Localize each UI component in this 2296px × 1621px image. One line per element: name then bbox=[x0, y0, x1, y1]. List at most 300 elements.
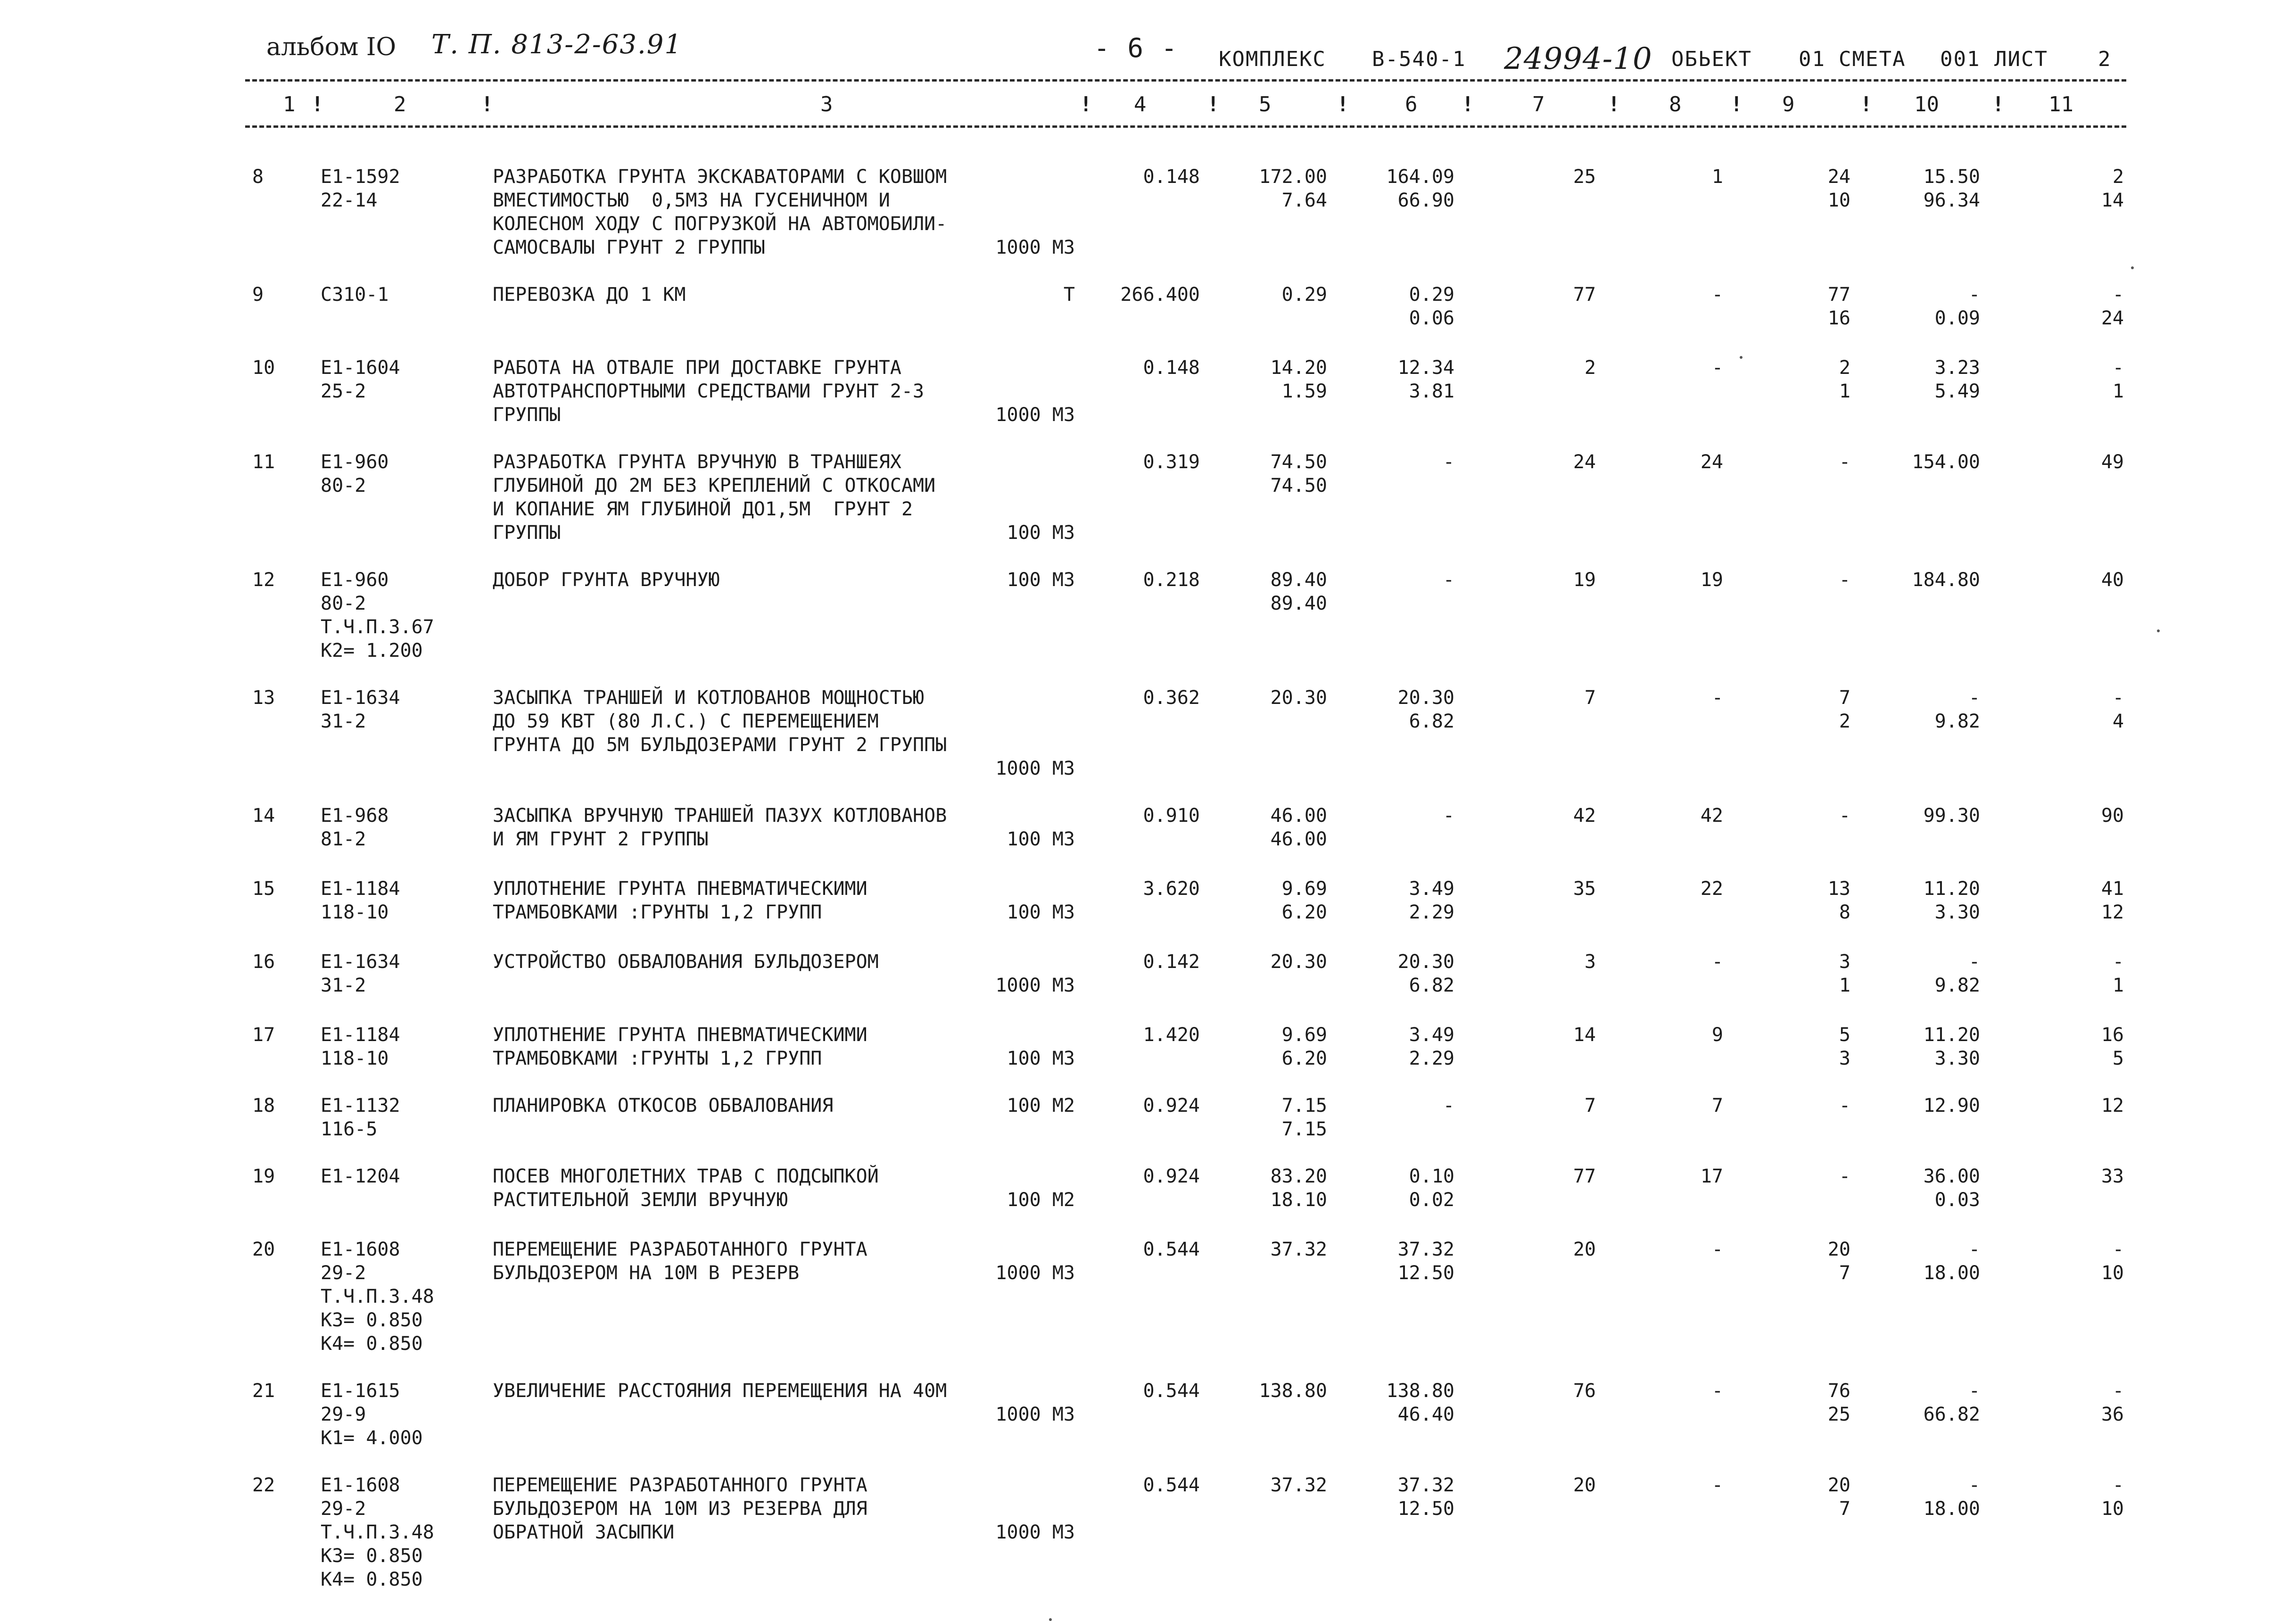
work-description: БУЛЬДОЗЕРОМ НА 10М В РЕЗЕРВ bbox=[493, 1262, 800, 1284]
cost-c7: 20 bbox=[1573, 1474, 1596, 1496]
cost-c5: 37.32 bbox=[1270, 1239, 1327, 1260]
cost-c6: 138.80 bbox=[1386, 1380, 1454, 1402]
cost-c6: 46.40 bbox=[1397, 1404, 1454, 1425]
column-number: 5 bbox=[1259, 92, 1272, 116]
rate-code: Е1-960 bbox=[321, 451, 389, 473]
rate-code: Е1-1184 bbox=[321, 1024, 400, 1046]
rate-code: 29-2 bbox=[321, 1498, 366, 1520]
unit-of-measure: 100 М3 bbox=[1007, 1048, 1075, 1069]
rate-code: 22-14 bbox=[321, 190, 378, 211]
cost-c6: 0.29 bbox=[1409, 284, 1454, 306]
rate-code: 118-10 bbox=[321, 1048, 389, 1069]
cost-c7: 2 bbox=[1584, 357, 1596, 379]
cost-c9: 1 bbox=[1839, 380, 1850, 402]
unit-of-measure: 1000 М3 bbox=[995, 404, 1075, 426]
quantity: 0.544 bbox=[1143, 1239, 1200, 1260]
column-separator: ! bbox=[1860, 92, 1873, 116]
rate-code: Е1-1608 bbox=[321, 1474, 400, 1496]
cost-c9: - bbox=[1839, 1166, 1850, 1187]
cost-c6: 37.32 bbox=[1397, 1474, 1454, 1496]
cost-c8: - bbox=[1711, 951, 1723, 973]
complex-code: В-540-1 bbox=[1372, 47, 1466, 71]
cost-c8: 22 bbox=[1700, 878, 1723, 900]
cost-c5: 7.15 bbox=[1281, 1118, 1327, 1140]
rate-code: 80-2 bbox=[321, 593, 366, 614]
cost-c11: 90 bbox=[2101, 805, 2124, 827]
cost-c11: - bbox=[2112, 951, 2124, 973]
work-description: И ЯМ ГРУНТ 2 ГРУППЫ bbox=[493, 828, 709, 850]
cost-c5: 18.10 bbox=[1270, 1189, 1327, 1211]
quantity: 0.544 bbox=[1143, 1380, 1200, 1402]
cost-c9: 3 bbox=[1839, 1048, 1850, 1069]
cost-c10: 3.30 bbox=[1934, 1048, 1980, 1069]
cost-c6: - bbox=[1443, 451, 1454, 473]
cost-c6: - bbox=[1443, 1095, 1454, 1117]
work-description: КОЛЕСНОМ ХОДУ С ПОГРУЗКОЙ НА АВТОМОБИЛИ- bbox=[493, 213, 947, 235]
cost-c10: 66.82 bbox=[1923, 1404, 1980, 1425]
cost-c10: - bbox=[1968, 687, 1980, 709]
column-number: 3 bbox=[820, 92, 833, 116]
row-number: 11 bbox=[252, 451, 275, 473]
work-description: УВЕЛИЧЕНИЕ РАССТОЯНИЯ ПЕРЕМЕЩЕНИЯ НА 40М bbox=[493, 1380, 947, 1402]
work-description: ПЕРЕМЕЩЕНИЕ РАЗРАБОТАННОГО ГРУНТА bbox=[493, 1239, 867, 1260]
cost-c6: 20.30 bbox=[1397, 687, 1454, 709]
work-description: ЗАСЫПКА ТРАНШЕЙ И КОТЛОВАНОВ МОЩНОСТЬЮ bbox=[493, 687, 925, 709]
cost-c9: 1 bbox=[1839, 975, 1850, 996]
cost-c10: 12.90 bbox=[1923, 1095, 1980, 1117]
cost-c7: 25 bbox=[1573, 166, 1596, 188]
cost-c9: 16 bbox=[1827, 307, 1850, 329]
cost-c10: - bbox=[1968, 1474, 1980, 1496]
work-description: РАЗРАБОТКА ГРУНТА ЭКСКАВАТОРАМИ С КОВШОМ bbox=[493, 166, 947, 188]
row-number: 12 bbox=[252, 569, 275, 591]
cost-c10: 11.20 bbox=[1923, 1024, 1980, 1046]
quantity: 0.142 bbox=[1143, 951, 1200, 973]
cost-c11: 10 bbox=[2101, 1262, 2124, 1284]
cost-c11: 4 bbox=[2112, 711, 2124, 732]
rate-code: 31-2 bbox=[321, 975, 366, 996]
cost-c9: 20 bbox=[1827, 1474, 1850, 1496]
unit-of-measure: 100 М2 bbox=[1007, 1095, 1075, 1117]
cost-c5: 138.80 bbox=[1259, 1380, 1327, 1402]
unit-of-measure: 100 М3 bbox=[1007, 522, 1075, 544]
rate-code: Е1-1592 bbox=[321, 166, 400, 188]
cost-c8: - bbox=[1711, 1474, 1723, 1496]
cost-c10: 99.30 bbox=[1923, 805, 1980, 827]
cost-c8: 9 bbox=[1711, 1024, 1723, 1046]
estimate-label: СМЕТА bbox=[1839, 47, 1906, 71]
unit-of-measure: 100 М3 bbox=[1007, 901, 1075, 923]
cost-c8: - bbox=[1711, 1239, 1723, 1260]
cost-c9: 7 bbox=[1839, 1498, 1850, 1520]
work-description: ЗАСЫПКА ВРУЧНУЮ ТРАНШЕЙ ПАЗУХ КОТЛОВАНОВ bbox=[493, 805, 947, 827]
column-number: 7 bbox=[1532, 92, 1545, 116]
unit-of-measure: 1000 М3 bbox=[995, 758, 1075, 779]
column-separator: ! bbox=[1207, 92, 1220, 116]
quantity: 1.420 bbox=[1143, 1024, 1200, 1046]
album-label: альбом IO bbox=[266, 33, 396, 61]
cost-c10: 96.34 bbox=[1923, 190, 1980, 211]
work-description: ТРАМБОВКАМИ :ГРУНТЫ 1,2 ГРУПП bbox=[493, 901, 822, 923]
cost-c7: 3 bbox=[1584, 951, 1596, 973]
unit-of-measure: Т bbox=[1063, 284, 1075, 306]
cost-c10: - bbox=[1968, 1239, 1980, 1260]
quantity: 0.218 bbox=[1143, 569, 1200, 591]
cost-c9: 7 bbox=[1839, 687, 1850, 709]
header-rule-top bbox=[245, 79, 2126, 82]
column-number: 8 bbox=[1669, 92, 1682, 116]
cost-c7: 76 bbox=[1573, 1380, 1596, 1402]
cost-c10: 9.82 bbox=[1934, 975, 1980, 996]
cost-c7: 77 bbox=[1573, 284, 1596, 306]
cost-c8: - bbox=[1711, 357, 1723, 379]
cost-c9: 3 bbox=[1839, 951, 1850, 973]
cost-c6: 0.10 bbox=[1409, 1166, 1454, 1187]
cost-c11: 10 bbox=[2101, 1498, 2124, 1520]
unit-of-measure: 100 М3 bbox=[1007, 828, 1075, 850]
cost-c8: - bbox=[1711, 1380, 1723, 1402]
work-description: УПЛОТНЕНИЕ ГРУНТА ПНЕВМАТИЧЕСКИМИ bbox=[493, 1024, 867, 1046]
rate-code: К3= 0.850 bbox=[321, 1545, 423, 1567]
scan-speck bbox=[2131, 266, 2134, 269]
column-number: 1 bbox=[283, 92, 296, 116]
cost-c6: 3.49 bbox=[1409, 878, 1454, 900]
quantity: 0.924 bbox=[1143, 1095, 1200, 1117]
cost-c5: 14.20 bbox=[1270, 357, 1327, 379]
cost-c8: - bbox=[1711, 687, 1723, 709]
cost-c8: 24 bbox=[1700, 451, 1723, 473]
rate-code: 31-2 bbox=[321, 711, 366, 732]
cost-c10: 3.30 bbox=[1934, 901, 1980, 923]
cost-c6: 2.29 bbox=[1409, 901, 1454, 923]
estimate-number: 001 bbox=[1940, 47, 1981, 71]
scan-speck bbox=[1049, 1618, 1052, 1621]
cost-c8: 19 bbox=[1700, 569, 1723, 591]
cost-c6: 3.49 bbox=[1409, 1024, 1454, 1046]
column-number: 2 bbox=[394, 92, 406, 116]
quantity: 0.910 bbox=[1143, 805, 1200, 827]
rate-code: 81-2 bbox=[321, 828, 366, 850]
cost-c10: - bbox=[1968, 1380, 1980, 1402]
cost-c10: 11.20 bbox=[1923, 878, 1980, 900]
work-description: ГРУППЫ bbox=[493, 404, 561, 426]
row-number: 8 bbox=[252, 166, 264, 188]
rate-code: Е1-968 bbox=[321, 805, 389, 827]
cost-c6: 2.29 bbox=[1409, 1048, 1454, 1069]
cost-c7: 19 bbox=[1573, 569, 1596, 591]
quantity: 266.400 bbox=[1120, 284, 1200, 306]
scan-speck bbox=[2157, 629, 2160, 632]
rate-code: 118-10 bbox=[321, 901, 389, 923]
row-number: 19 bbox=[252, 1166, 275, 1187]
cost-c6: 0.02 bbox=[1409, 1189, 1454, 1211]
sheet-label: ЛИСТ bbox=[1994, 47, 2048, 71]
cost-c11: - bbox=[2112, 1380, 2124, 1402]
cost-c9: 2 bbox=[1839, 357, 1850, 379]
work-description: АВТОТРАНСПОРТНЫМИ СРЕДСТВАМИ ГРУНТ 2-3 bbox=[493, 380, 925, 402]
work-description: ГРУППЫ bbox=[493, 522, 561, 544]
cost-c5: 46.00 bbox=[1270, 828, 1327, 850]
rate-code: К2= 1.200 bbox=[321, 640, 423, 662]
work-description: РАБОТА НА ОТВАЛЕ ПРИ ДОСТАВКЕ ГРУНТА bbox=[493, 357, 901, 379]
rate-code: К4= 0.850 bbox=[321, 1569, 423, 1590]
column-number: 11 bbox=[2048, 92, 2073, 116]
cost-c11: 12 bbox=[2101, 901, 2124, 923]
cost-c11: 16 bbox=[2101, 1024, 2124, 1046]
cost-c11: 33 bbox=[2101, 1166, 2124, 1187]
cost-c9: 8 bbox=[1839, 901, 1850, 923]
work-description: ВМЕСТИМОСТЬЮ 0,5М3 НА ГУСЕНИЧНОМ И bbox=[493, 190, 890, 211]
quantity: 3.620 bbox=[1143, 878, 1200, 900]
unit-of-measure: 100 М2 bbox=[1007, 1189, 1075, 1211]
column-number: 10 bbox=[1914, 92, 1939, 116]
quantity: 0.544 bbox=[1143, 1474, 1200, 1496]
rate-code: Т.Ч.П.3.48 bbox=[321, 1522, 434, 1543]
unit-of-measure: 100 М3 bbox=[1007, 569, 1075, 591]
cost-c9: 20 bbox=[1827, 1239, 1850, 1260]
cost-c11: 49 bbox=[2101, 451, 2124, 473]
rate-code: 116-5 bbox=[321, 1118, 378, 1140]
row-number: 18 bbox=[252, 1095, 275, 1117]
cost-c5: 6.20 bbox=[1281, 1048, 1327, 1069]
cost-c11: - bbox=[2112, 1239, 2124, 1260]
row-number: 16 bbox=[252, 951, 275, 973]
column-number: 9 bbox=[1782, 92, 1795, 116]
typical-project-number: Т. П. 813-2-63.91 bbox=[431, 29, 683, 60]
quantity: 0.148 bbox=[1143, 166, 1200, 188]
scan-speck bbox=[1740, 356, 1743, 359]
cost-c5: 74.50 bbox=[1270, 475, 1327, 496]
cost-c5: 83.20 bbox=[1270, 1166, 1327, 1187]
cost-c6: 12.34 bbox=[1397, 357, 1454, 379]
cost-c11: - bbox=[2112, 357, 2124, 379]
row-number: 13 bbox=[252, 687, 275, 709]
rate-code: Е1-1634 bbox=[321, 687, 400, 709]
rate-code: Т.Ч.П.3.67 bbox=[321, 616, 434, 638]
cost-c6: 20.30 bbox=[1397, 951, 1454, 973]
cost-c7: 14 bbox=[1573, 1024, 1596, 1046]
work-description: ОБРАТНОЙ ЗАСЫПКИ bbox=[493, 1522, 675, 1543]
quantity: 0.362 bbox=[1143, 687, 1200, 709]
cost-c10: 15.50 bbox=[1923, 166, 1980, 188]
cost-c5: 172.00 bbox=[1259, 166, 1327, 188]
cost-c10: - bbox=[1968, 284, 1980, 306]
work-description: ГРУНТА ДО 5М БУЛЬДОЗЕРАМИ ГРУНТ 2 ГРУППЫ bbox=[493, 734, 947, 756]
cost-c5: 9.69 bbox=[1281, 878, 1327, 900]
cost-c8: 17 bbox=[1700, 1166, 1723, 1187]
rate-code: Е1-1608 bbox=[321, 1239, 400, 1260]
work-description: ДОБОР ГРУНТА ВРУЧНУЮ bbox=[493, 569, 720, 591]
row-number: 17 bbox=[252, 1024, 275, 1046]
unit-of-measure: 1000 М3 bbox=[995, 1522, 1075, 1543]
cost-c5: 0.29 bbox=[1281, 284, 1327, 306]
cost-c9: - bbox=[1839, 1095, 1850, 1117]
rate-code: 29-2 bbox=[321, 1262, 366, 1284]
cost-c5: 20.30 bbox=[1270, 951, 1327, 973]
cost-c5: 7.15 bbox=[1281, 1095, 1327, 1117]
cost-c9: 25 bbox=[1827, 1404, 1850, 1425]
cost-c9: - bbox=[1839, 569, 1850, 591]
row-number: 15 bbox=[252, 878, 275, 900]
quantity: 0.148 bbox=[1143, 357, 1200, 379]
column-separator: ! bbox=[1337, 92, 1349, 116]
row-number: 22 bbox=[252, 1474, 275, 1496]
rate-code: К4= 0.850 bbox=[321, 1333, 423, 1355]
cost-c10: 0.09 bbox=[1934, 307, 1980, 329]
cost-c7: 7 bbox=[1584, 1095, 1596, 1117]
column-separator: ! bbox=[1730, 92, 1743, 116]
cost-c5: 7.64 bbox=[1281, 190, 1327, 211]
sheet-number: 2 bbox=[2098, 47, 2112, 71]
cost-c9: 76 bbox=[1827, 1380, 1850, 1402]
cost-c11: - bbox=[2112, 1474, 2124, 1496]
cost-c10: 3.23 bbox=[1934, 357, 1980, 379]
cost-c8: - bbox=[1711, 284, 1723, 306]
work-description: И КОПАНИЕ ЯМ ГЛУБИНОЙ ДО1,5М ГРУНТ 2 bbox=[493, 498, 913, 520]
quantity: 0.924 bbox=[1143, 1166, 1200, 1187]
cost-c10: 9.82 bbox=[1934, 711, 1980, 732]
header-rule-bottom bbox=[245, 125, 2126, 128]
row-number: 21 bbox=[252, 1380, 275, 1402]
work-description: БУЛЬДОЗЕРОМ НА 10М ИЗ РЕЗЕРВА ДЛЯ bbox=[493, 1498, 867, 1520]
unit-of-measure: 1000 М3 bbox=[995, 237, 1075, 258]
unit-of-measure: 1000 М3 bbox=[995, 975, 1075, 996]
cost-c6: 37.32 bbox=[1397, 1239, 1454, 1260]
cost-c11: 40 bbox=[2101, 569, 2124, 591]
cost-c5: 74.50 bbox=[1270, 451, 1327, 473]
work-description: ПЕРЕМЕЩЕНИЕ РАЗРАБОТАННОГО ГРУНТА bbox=[493, 1474, 867, 1496]
cost-c11: 2 bbox=[2112, 166, 2124, 188]
cost-c8: 42 bbox=[1700, 805, 1723, 827]
cost-c7: 24 bbox=[1573, 451, 1596, 473]
rate-code: Е1-960 bbox=[321, 569, 389, 591]
work-description: САМОСВАЛЫ ГРУНТ 2 ГРУППЫ bbox=[493, 237, 765, 258]
cost-c5: 89.40 bbox=[1270, 593, 1327, 614]
column-separator: ! bbox=[1080, 92, 1092, 116]
cost-c6: 12.50 bbox=[1397, 1498, 1454, 1520]
cost-c10: 36.00 bbox=[1923, 1166, 1980, 1187]
cost-c8: 1 bbox=[1711, 166, 1723, 188]
row-number: 20 bbox=[252, 1239, 275, 1260]
cost-c6: - bbox=[1443, 569, 1454, 591]
work-description: РАСТИТЕЛЬНОЙ ЗЕМЛИ ВРУЧНУЮ bbox=[493, 1189, 788, 1211]
cost-c7: 77 bbox=[1573, 1166, 1596, 1187]
cost-c5: 6.20 bbox=[1281, 901, 1327, 923]
cost-c10: 0.03 bbox=[1934, 1189, 1980, 1211]
unit-of-measure: 1000 М3 bbox=[995, 1404, 1075, 1425]
cost-c6: 164.09 bbox=[1386, 166, 1454, 188]
work-description: ТРАМБОВКАМИ :ГРУНТЫ 1,2 ГРУПП bbox=[493, 1048, 822, 1069]
cost-c9: 13 bbox=[1827, 878, 1850, 900]
cost-c5: 37.32 bbox=[1270, 1474, 1327, 1496]
cost-c11: 1 bbox=[2112, 380, 2124, 402]
cost-c9: 77 bbox=[1827, 284, 1850, 306]
column-separator: ! bbox=[1462, 92, 1474, 116]
cost-c10: 5.49 bbox=[1934, 380, 1980, 402]
column-separator: ! bbox=[1992, 92, 2005, 116]
cost-c9: 5 bbox=[1839, 1024, 1850, 1046]
cost-c8: 7 bbox=[1711, 1095, 1723, 1117]
cost-c7: 7 bbox=[1584, 687, 1596, 709]
object-number: 01 bbox=[1799, 47, 1825, 71]
cost-c6: 66.90 bbox=[1397, 190, 1454, 211]
cost-c9: - bbox=[1839, 451, 1850, 473]
cost-c9: 10 bbox=[1827, 190, 1850, 211]
cost-c11: 41 bbox=[2101, 878, 2124, 900]
cost-c9: 24 bbox=[1827, 166, 1850, 188]
cost-c5: 9.69 bbox=[1281, 1024, 1327, 1046]
rate-code: 29-9 bbox=[321, 1404, 366, 1425]
column-separator: ! bbox=[1608, 92, 1620, 116]
work-description: РАЗРАБОТКА ГРУНТА ВРУЧНУЮ В ТРАНШЕЯХ bbox=[493, 451, 901, 473]
cost-c5: 46.00 bbox=[1270, 805, 1327, 827]
cost-c9: 7 bbox=[1839, 1262, 1850, 1284]
cost-c9: 2 bbox=[1839, 711, 1850, 732]
work-description: ПОСЕВ МНОГОЛЕТНИХ ТРАВ С ПОДСЫПКОЙ bbox=[493, 1166, 879, 1187]
cost-c10: - bbox=[1968, 951, 1980, 973]
cost-c10: 184.80 bbox=[1912, 569, 1980, 591]
cost-c5: 89.40 bbox=[1270, 569, 1327, 591]
cost-c6: 3.81 bbox=[1409, 380, 1454, 402]
column-separator: ! bbox=[311, 92, 324, 116]
unit-of-measure: 1000 М3 bbox=[995, 1262, 1075, 1284]
column-separator: ! bbox=[481, 92, 494, 116]
rate-code: Е1-1604 bbox=[321, 357, 400, 379]
rate-code: Е1-1615 bbox=[321, 1380, 400, 1402]
cost-c10: 154.00 bbox=[1912, 451, 1980, 473]
cost-c5: 20.30 bbox=[1270, 687, 1327, 709]
rate-code: Е1-1132 bbox=[321, 1095, 400, 1117]
rate-code: Т.Ч.П.3.48 bbox=[321, 1286, 434, 1307]
cost-c6: 6.82 bbox=[1409, 711, 1454, 732]
cost-c6: 12.50 bbox=[1397, 1262, 1454, 1284]
cost-c11: - bbox=[2112, 284, 2124, 306]
cost-c11: 5 bbox=[2112, 1048, 2124, 1069]
row-number: 10 bbox=[252, 357, 275, 379]
work-description: ПЛАНИРОВКА ОТКОСОВ ОБВАЛОВАНИЯ bbox=[493, 1095, 834, 1117]
cost-c7: 20 bbox=[1573, 1239, 1596, 1260]
cost-c6: 0.06 bbox=[1409, 307, 1454, 329]
column-number: 6 bbox=[1405, 92, 1418, 116]
quantity: 0.319 bbox=[1143, 451, 1200, 473]
work-description: УПЛОТНЕНИЕ ГРУНТА ПНЕВМАТИЧЕСКИМИ bbox=[493, 878, 867, 900]
rate-code: К3= 0.850 bbox=[321, 1309, 423, 1331]
cost-c11: 12 bbox=[2101, 1095, 2124, 1117]
row-number: 14 bbox=[252, 805, 275, 827]
work-description: ГЛУБИНОЙ ДО 2М БЕЗ КРЕПЛЕНИЙ С ОТКОСАМИ bbox=[493, 475, 936, 496]
rate-code: 80-2 bbox=[321, 475, 366, 496]
handwritten-number: 24994-10 bbox=[1504, 41, 1652, 76]
rate-code: Е1-1634 bbox=[321, 951, 400, 973]
cost-c9: - bbox=[1839, 805, 1850, 827]
rate-code: К1= 4.000 bbox=[321, 1427, 423, 1449]
rate-code: 25-2 bbox=[321, 380, 366, 402]
cost-c11: 24 bbox=[2101, 307, 2124, 329]
object-label: ОБЬЕКТ bbox=[1671, 47, 1752, 71]
row-number: 9 bbox=[252, 284, 264, 306]
cost-c7: 42 bbox=[1573, 805, 1596, 827]
cost-c11: 1 bbox=[2112, 975, 2124, 996]
column-number: 4 bbox=[1134, 92, 1147, 116]
cost-c5: 1.59 bbox=[1281, 380, 1327, 402]
cost-c10: 18.00 bbox=[1923, 1262, 1980, 1284]
cost-c6: 6.82 bbox=[1409, 975, 1454, 996]
page-number: - 6 - bbox=[1094, 33, 1178, 64]
rate-code: Е1-1184 bbox=[321, 878, 400, 900]
work-description: УСТРОЙСТВО ОБВАЛОВАНИЯ БУЛЬДОЗЕРОМ bbox=[493, 951, 879, 973]
rate-code: С310-1 bbox=[321, 284, 389, 306]
cost-c11: 36 bbox=[2101, 1404, 2124, 1425]
